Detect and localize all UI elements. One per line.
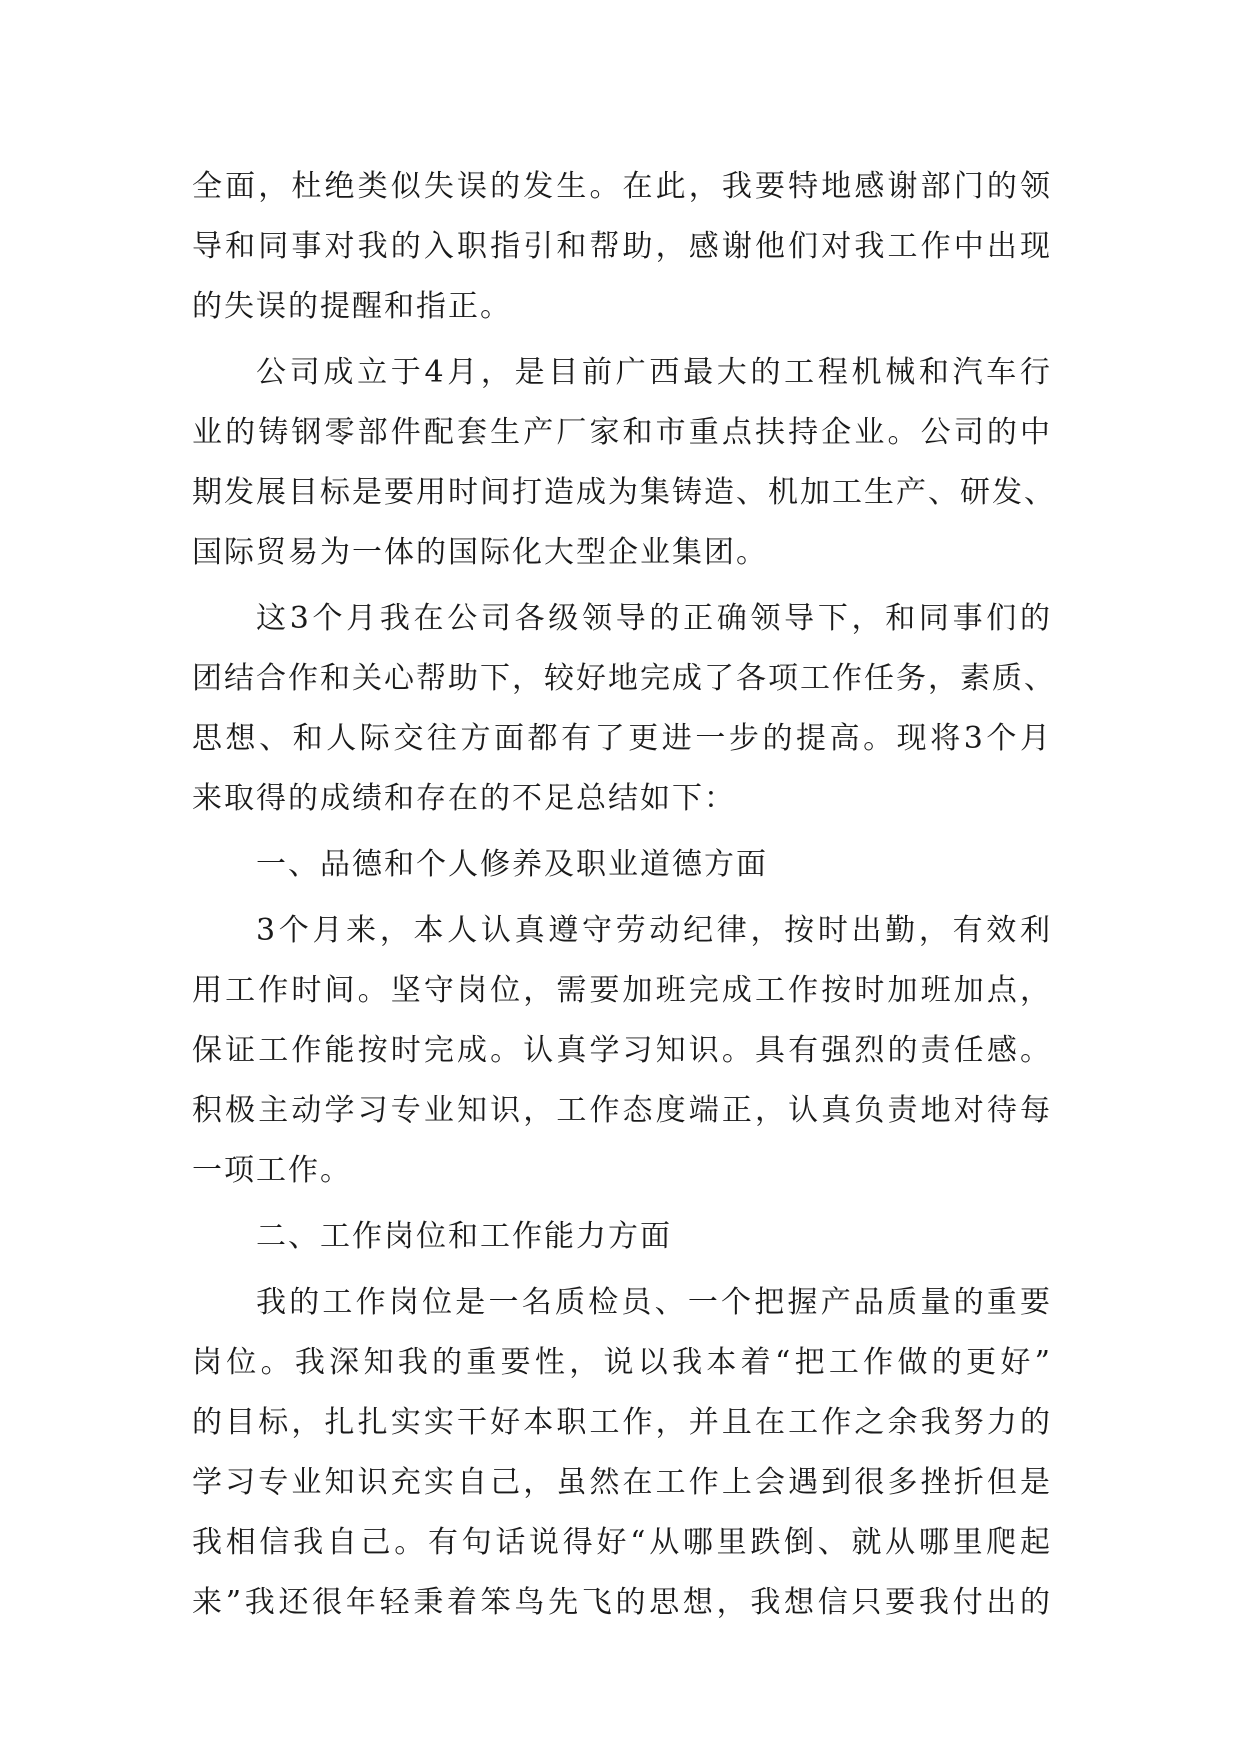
body-text <box>192 157 1056 1633</box>
text-line: 我相信我自己。有句话说得好“从哪里跌倒、就从哪里爬起 <box>192 1525 1052 1560</box>
section-heading: 二、工作岗位和工作能力方面 <box>256 1219 672 1254</box>
section-heading: 一、品德和个人修养及职业道德方面 <box>256 847 768 882</box>
text-line: 用工作时间。坚守岗位，需要加班完成工作按时加班加点， <box>192 973 1052 1008</box>
paragraph-first-line: 公司成立于4月，是目前广西最大的工程机械和汽车行 <box>256 355 1052 390</box>
text-line: 思想、和人际交往方面都有了更进一步的提高。现将3个月 <box>192 721 1052 756</box>
text-line: 一项工作。 <box>192 1153 352 1188</box>
paragraph-first-line: 3个月来，本人认真遵守劳动纪律，按时出勤，有效利 <box>256 913 1052 948</box>
text-line: 业的铸钢零部件配套生产厂家和市重点扶持企业。公司的中 <box>192 415 1052 450</box>
text-line: 团结合作和关心帮助下，较好地完成了各项工作任务，素质、 <box>192 661 1056 696</box>
paragraph-first-line: 我的工作岗位是一名质检员、一个把握产品质量的重要 <box>256 1285 1052 1320</box>
text-line: 积极主动学习专业知识，工作态度端正，认真负责地对待每 <box>192 1093 1052 1128</box>
text-line: 的目标，扎扎实实干好本职工作，并且在工作之余我努力的 <box>192 1405 1052 1440</box>
text-line: 来”我还很年轻秉着笨鸟先飞的思想，我想信只要我付出的 <box>192 1585 1052 1620</box>
text-line: 国际贸易为一体的国际化大型企业集团。 <box>192 535 768 570</box>
text-line: 全面，杜绝类似失误的发生。在此，我要特地感谢部门的领 <box>192 169 1052 204</box>
text-line: 保证工作能按时完成。认真学习知识。具有强烈的责任感。 <box>192 1033 1052 1068</box>
text-line: 学习专业知识充实自己，虽然在工作上会遇到很多挫折但是 <box>192 1465 1052 1500</box>
text-line: 岗位。我深知我的重要性，说以我本着“把工作做的更好” <box>192 1345 1052 1380</box>
text-line: 期发展目标是要用时间打造成为集铸造、机加工生产、研发、 <box>192 475 1056 510</box>
text-line: 导和同事对我的入职指引和帮助，感谢他们对我工作中出现 <box>192 229 1052 264</box>
paragraph-first-line: 这3个月我在公司各级领导的正确领导下，和同事们的 <box>256 601 1052 636</box>
text-line: 来取得的成绩和存在的不足总结如下： <box>192 781 736 816</box>
text-line: 的失误的提醒和指正。 <box>192 289 512 324</box>
